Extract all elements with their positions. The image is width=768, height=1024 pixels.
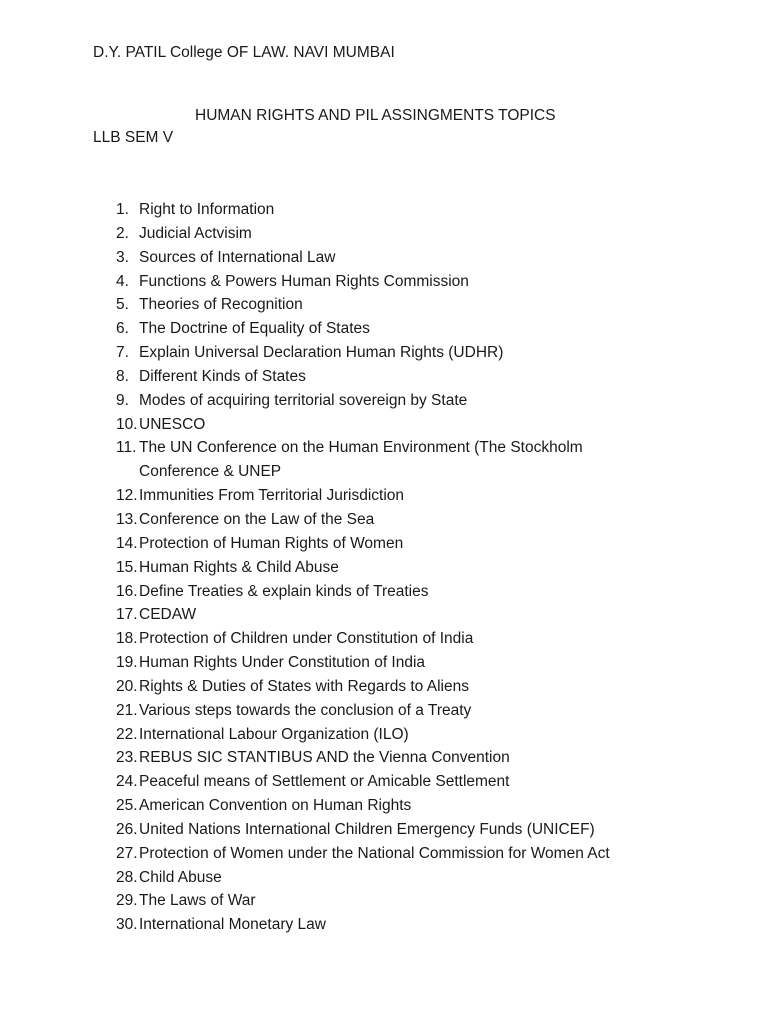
list-item: [0, 389, 768, 413]
list-item-number: 28.: [116, 868, 138, 886]
list-item: [0, 532, 768, 556]
list-item-text: Functions & Powers Human Rights Commission: [139, 272, 469, 290]
list-item-number: 1.: [116, 201, 129, 218]
list-item-text: The Doctrine of Equality of States: [139, 320, 370, 338]
list-item: [0, 222, 768, 246]
list-item: [0, 889, 768, 913]
list-item: [0, 293, 768, 317]
list-item: [0, 651, 768, 675]
list-item: [0, 818, 768, 842]
list-item-number: 16.: [116, 582, 138, 600]
list-item-text: Protection of Human Rights of Women: [139, 534, 404, 552]
list-item-text: Different Kinds of States: [139, 367, 306, 385]
list-item-text: Judicial Actvisim: [139, 224, 252, 242]
list-item-number: 21.: [116, 701, 138, 719]
list-item: [0, 508, 768, 532]
list-item-number: 4.: [116, 272, 129, 290]
list-item-number: 8.: [116, 367, 129, 385]
list-item: [0, 270, 768, 294]
document-title: HUMAN RIGHTS AND PIL ASSINGMENTS TOPICS: [195, 107, 556, 124]
list-item-text: REBUS SIC STANTIBUS AND the Vienna Convention: [139, 749, 510, 767]
list-item-number: 29.: [116, 892, 138, 910]
list-item-text: International Monetary Law: [139, 916, 326, 934]
list-item-text: Child Abuse: [139, 868, 222, 886]
list-item-number: 17.: [116, 606, 138, 624]
list-item: [0, 413, 768, 437]
list-item-number: 13.: [116, 510, 138, 528]
list-item-text: Protection of Women under the National Commission for Women Act: [139, 844, 610, 862]
list-item-text: Peaceful means of Settlement or Amicable Settlement: [139, 773, 510, 791]
list-item-text: Right to Information: [139, 201, 275, 218]
list-item-text: American Convention on Human Rights: [139, 797, 412, 815]
list-item-number: 14.: [116, 534, 138, 552]
list-item-text: The UN Conference on the Human Environment (The Stockholm Conference & UNEP: [139, 439, 583, 481]
college-name: D.Y. PATIL College OF LAW. NAVI MUMBAI: [93, 44, 395, 61]
list-item-text: Theories of Recognition: [139, 296, 303, 314]
list-item-number: 27.: [116, 844, 138, 862]
list-item-number: 18.: [116, 630, 138, 648]
list-item-text: Protection of Children under Constitution of India: [139, 630, 474, 648]
list-item-number: 25.: [116, 797, 138, 815]
list-item-text: Explain Universal Declaration Human Rights (UDHR): [139, 344, 504, 362]
list-item: [0, 198, 768, 222]
list-item-text: Define Treaties & explain kinds of Treaties: [139, 582, 429, 600]
list-item-text: Human Rights Under Constitution of India: [139, 654, 426, 672]
list-item-number: 20.: [116, 677, 138, 695]
list-item-text: Rights & Duties of States with Regards to Aliens: [139, 677, 469, 695]
list-item: [0, 317, 768, 341]
list-item: [0, 436, 768, 484]
list-item-text: UNESCO: [139, 415, 206, 433]
list-item: [0, 341, 768, 365]
list-item: [0, 770, 768, 794]
list-item: [0, 699, 768, 723]
list-item-text: United Nations International Children Emergency Funds (UNICEF): [139, 820, 595, 838]
list-item-text: The Laws of War: [139, 892, 256, 910]
list-item-text: International Labour Organization (ILO): [139, 725, 409, 743]
list-item: [0, 627, 768, 651]
list-item: [0, 556, 768, 580]
list-item-text: Sources of International Law: [139, 248, 336, 266]
semester-label: LLB SEM V: [93, 129, 174, 146]
list-item: [0, 866, 768, 890]
list-item: [0, 794, 768, 818]
list-item-text: CEDAW: [139, 606, 197, 624]
list-item-number: 7.: [116, 344, 129, 362]
list-item-text: Human Rights & Child Abuse: [139, 558, 339, 576]
list-item-number: 2.: [116, 224, 129, 242]
list-item-number: 15.: [116, 558, 138, 576]
list-item: [0, 842, 768, 866]
list-item-number: 19.: [116, 654, 138, 672]
list-item: [0, 675, 768, 699]
topics-list: [0, 198, 768, 937]
list-item-number: 6.: [116, 320, 129, 338]
list-item-number: 30.: [116, 916, 138, 934]
list-item-number: 10.: [116, 415, 138, 433]
list-item-number: 9.: [116, 391, 129, 409]
list-item: [0, 580, 768, 604]
list-item-text: Modes of acquiring territorial sovereign by State: [139, 391, 468, 409]
list-item-number: 24.: [116, 773, 138, 791]
list-item-text: Conference on the Law of the Sea: [139, 510, 375, 528]
list-item: [0, 603, 768, 627]
list-item-number: 5.: [116, 296, 129, 314]
list-item-text: Immunities From Territorial Jurisdiction: [139, 487, 404, 505]
list-item: [0, 746, 768, 770]
list-item: [0, 246, 768, 270]
list-item: [0, 723, 768, 747]
list-item: [0, 365, 768, 389]
list-item-number: 12.: [116, 487, 138, 505]
list-item: [0, 484, 768, 508]
list-item-number: 11.: [116, 439, 137, 457]
list-item-number: 23.: [116, 749, 138, 767]
list-item-number: 3.: [116, 248, 129, 266]
list-item-number: 26.: [116, 820, 138, 838]
list-item: [0, 913, 768, 937]
list-item-number: 22.: [116, 725, 138, 743]
list-item-text: Various steps towards the conclusion of a Treaty: [139, 701, 472, 719]
